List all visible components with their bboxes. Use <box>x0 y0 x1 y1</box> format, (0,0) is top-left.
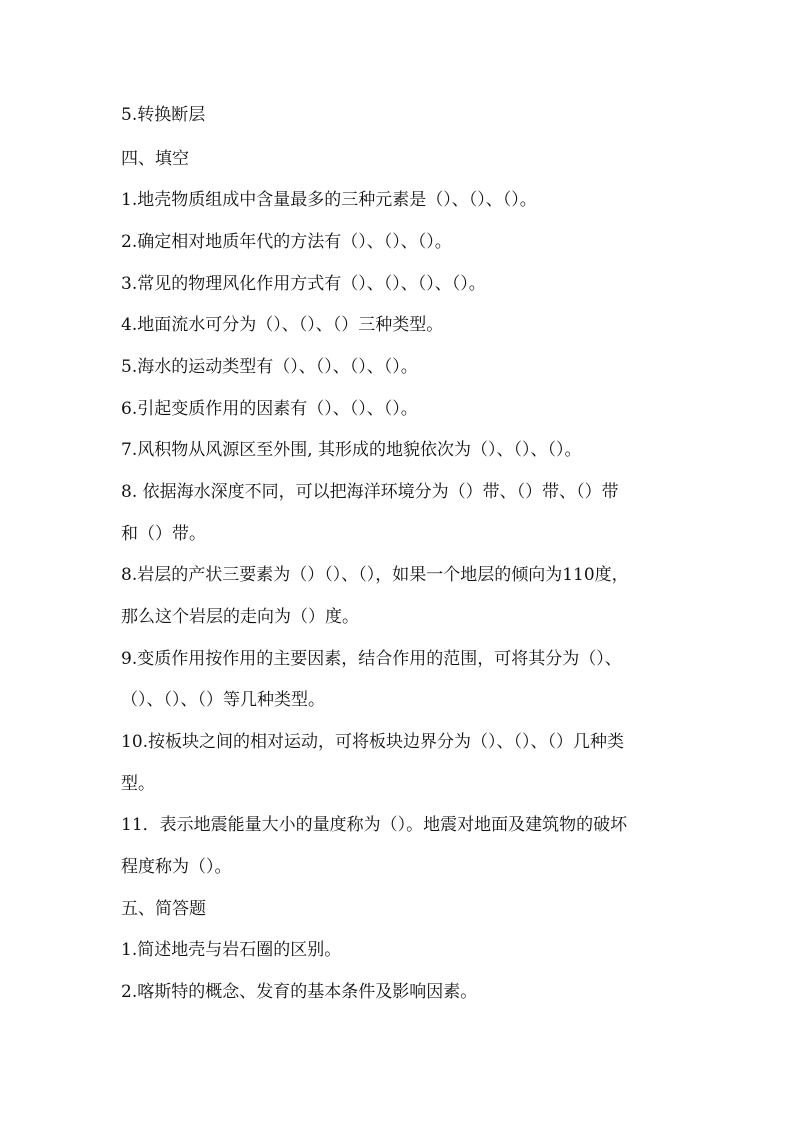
question-line: 11．表示地震能量大小的量度称为（）。地震对地面及建筑物的破坏 <box>121 815 628 835</box>
question-line: 2.喀斯特的概念、发育的基本条件及影响因素。 <box>121 982 478 1002</box>
question-line-continuation: （）、（）、（）等几种类型。 <box>121 690 325 710</box>
question-line: 10.按板块之间的相对运动，可将板块边界分为（）、（）、（）几种类 <box>121 732 625 752</box>
question-line: 3.常见的物理风化作用方式有（）、（）、（）、（）。 <box>121 274 486 294</box>
question-line-continuation: 和（）带。 <box>121 524 206 544</box>
question-line: 8. 依据海水深度不同，可以把海洋环境分为（）带、（）带、（）带 <box>121 482 619 502</box>
question-line: 8.岩层的产状三要素为（）（）、（），如果一个地层的倾向为110度， <box>121 565 629 585</box>
question-line-continuation: 型。 <box>121 774 155 794</box>
question-line: 1.地壳物质组成中含量最多的三种元素是（）、（）、（）。 <box>121 190 537 210</box>
question-line: 2.确定相对地质年代的方法有（）、（）、（）。 <box>121 232 452 252</box>
section-heading-short-answer: 五、简答题 <box>121 899 206 919</box>
section-heading-fill-in: 四、填空 <box>121 149 189 169</box>
question-line: 1.简述地壳与岩石圈的区别。 <box>121 940 342 960</box>
question-line: 9.变质作用按作用的主要因素，结合作用的范围，可将其分为（）、 <box>121 649 622 669</box>
question-line: 6.引起变质作用的因素有（）、（）、（）。 <box>121 399 418 419</box>
section-item-fault: 5.转换断层 <box>121 105 206 125</box>
question-line: 5.海水的运动类型有（）、（）、（）、（）。 <box>121 357 418 377</box>
question-line: 7.风积物从风源区至外围, 其形成的地貌依次为（）、（）、（）。 <box>121 440 582 460</box>
question-line-continuation: 程度称为（）。 <box>121 857 232 877</box>
question-line: 4.地面流水可分为（）、（）、（）三种类型。 <box>121 315 444 335</box>
question-line-continuation: 那么这个岩层的走向为（）度。 <box>121 607 359 627</box>
